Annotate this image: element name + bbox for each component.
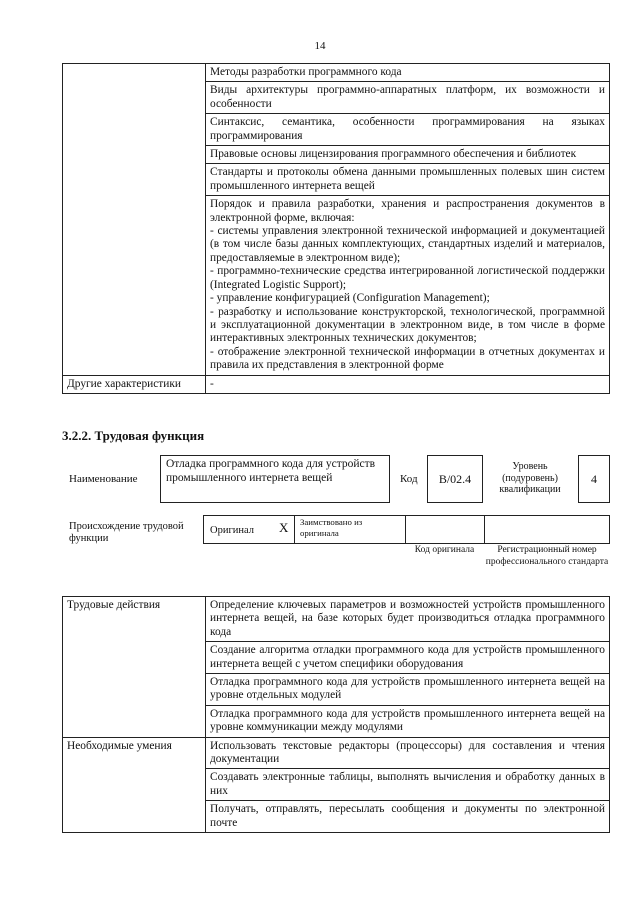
- row-label: Трудовые действия: [63, 597, 206, 738]
- row-item: Стандарты и протоколы обмена данными промышленных полевых шин систем промышленного интернета вещей: [206, 164, 610, 196]
- table-row: [63, 64, 610, 82]
- original-mark: X: [279, 520, 289, 535]
- row-item: Порядок и правила разработки, хранения и распространения документов в электронной форме, включая: - системы управления электронной технической информацией и документацией (в том числе базы данных комплектующих, стандартных изделий и материалов, предоставляемые в электронном виде); - программно-технические средства интегрированной логистической поддержки (Integrated Logistic Support); - управление конфигурацией (Configuration Management); - разработку и использование конструкторской, технологической, программной и эксплуатационной документации в электронном виде, в том числе в форме интерактивных электронных технических документов; - отображение электронной технической информации в отчетных документах и правила их представления в электронной форме: [206, 196, 610, 375]
- origin-label: Происхождение трудовой функции: [69, 521, 184, 544]
- level-label: Уровень (подуровень) квалификации: [499, 461, 561, 495]
- level-box: [578, 455, 610, 503]
- row-item: Определение ключевых параметров и возможностей устройств промышленного интернета вещей, на базе которых будет производиться отладка программного кода: [206, 597, 610, 642]
- row-item: Виды архитектуры программно-аппаратных платформ, их возможности и особенности: [206, 82, 610, 114]
- code-original-caption: Код оригинала: [414, 545, 475, 555]
- code-label: Код: [400, 473, 418, 485]
- row-item: Синтаксис, семантика, особенности программирования на языках программирования: [206, 114, 610, 146]
- row-item: Отладка программного кода для устройств промышленного интернета вещей на уровне отдельных модулей: [206, 674, 610, 706]
- level-value: 4: [591, 472, 597, 486]
- code-value: B/02.4: [438, 472, 472, 486]
- row-item: Методы разработки программного кода: [206, 64, 610, 82]
- code-box: [427, 455, 483, 503]
- knowledge-table: [62, 63, 610, 394]
- row-item: Использовать текстовые редакторы (процессоры) для составления и чтения документации: [206, 737, 610, 769]
- work-actions-table: [62, 596, 610, 833]
- row-item: Правовые основы лицензирования программного обеспечения и библиотек: [206, 146, 610, 164]
- row-item: -: [206, 375, 610, 393]
- origin-divider-1: [294, 515, 295, 544]
- table-row: [63, 375, 610, 393]
- original-label: Оригинал: [210, 525, 254, 536]
- section-title: 3.2.2. Трудовая функция: [62, 428, 205, 443]
- borrowed-label: Заимствовано из оригинала: [300, 517, 363, 538]
- row-label: Другие характеристики: [63, 375, 206, 393]
- table-row: [63, 737, 610, 769]
- function-name-box: [160, 455, 390, 503]
- row-label: [63, 64, 206, 376]
- origin-divider-2: [405, 515, 406, 544]
- reg-number-caption: Регистрационный номер профессионального стандарта: [485, 545, 609, 567]
- name-label: Наименование: [69, 473, 138, 485]
- row-item: Отладка программного кода для устройств промышленного интернета вещей на уровне коммуникации между модулями: [206, 705, 610, 737]
- table-row: [63, 597, 610, 642]
- page-number: 14: [314, 40, 326, 52]
- row-label: Необходимые умения: [63, 737, 206, 832]
- origin-divider-3: [484, 515, 485, 544]
- row-item: Создание алгоритма отладки программного кода для устройств промышленного интернета вещей с учетом специфики оборудования: [206, 642, 610, 674]
- row-item: Получать, отправлять, пересылать сообщения и документы по электронной почте: [206, 801, 610, 833]
- row-item: Создавать электронные таблицы, выполнять вычисления и обработку данных в них: [206, 769, 610, 801]
- function-name-value: Отладка программного кода для устройств промышленного интернета вещей: [166, 458, 376, 484]
- origin-row: [203, 515, 610, 544]
